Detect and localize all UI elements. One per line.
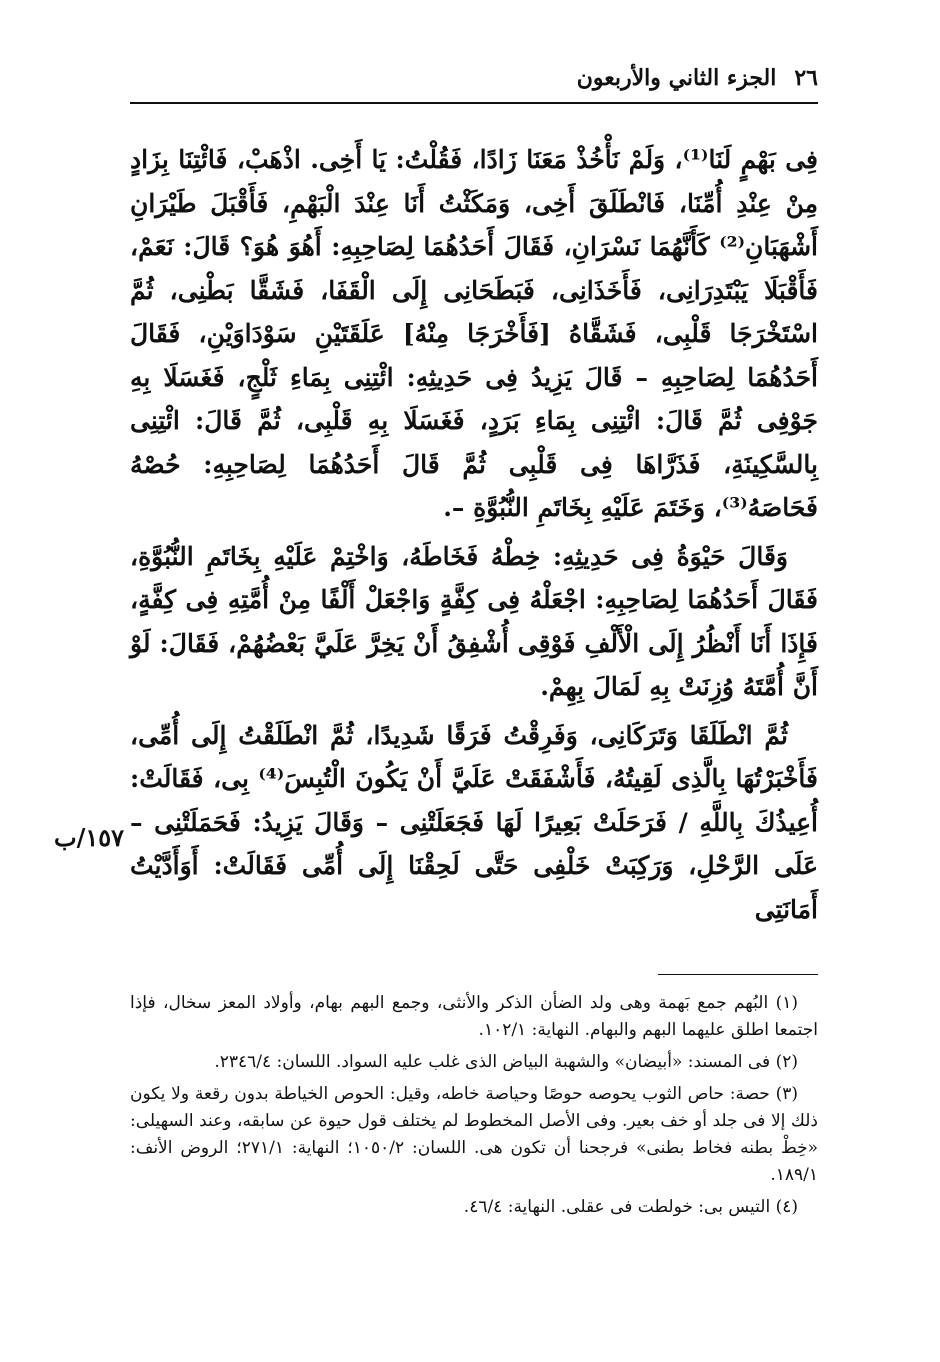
paragraph-1: فِى بَهْمٍ لَنَا⁽¹⁾، وَلَمْ نَأْخُذْ مَعَنَا زَادًا، فَقُلْتُ: يَا أَخِى. اذْهَبْ، فَائْتِنَا بِزَادٍ مِنْ عِنْدِ أُمِّنَا، فَانْطَلَقَ أَخِى، وَمَكَثْتُ أَنَا عِنْدَ الْبَهْمِ، فَأَقْبَلَ طَيْرَانِ أَشْهَبَانِ⁽²⁾ كَأَنَّهُمَا نَسْرَانِ، فَقَالَ أَحَدُهُمَا لِصَاحِبِهِ: أَهُوَ هُوَ؟ قَالَ: نَعَمْ، فَأَقْبَلَا يَبْتَدِرَانِى، فَأَخَذَانِى، فَبَطَحَانِى إِلَى الْقَفَا، فَشَقَّا بَطْنِى، ثُمَّ اسْتَخْرَجَا قَلْبِى، فَشَقَّاهُ [فَأَخْرَجَا مِنْهُ] عَلَقَتَيْنِ سَوْدَاوَيْنِ، فَقَالَ أَحَدُهُمَا لِصَاحِبِهِ – قَالَ يَزِيدُ فِى حَدِيثِهِ: ائْتِنِى بِمَاءِ ثَلْجٍ، فَغَسَلَا بِهِ جَوْفِى ثُمَّ قَالَ: ائْتِنِى بِمَاءِ بَرَدٍ، فَغَسَلَا بِهِ قَلْبِى، ثُمَّ قَالَ: ائْتِنِى بِالسَّكِينَةِ، فَذَرَّاهَا فِى قَلْبِى ثُمَّ قَالَ أَحَدُهُمَا لِصَاحِبِهِ: حُصْهُ فَحَاصَهُ⁽³⁾، وَخَتَمَ عَلَيْهِ بِخَاتَمِ النُّبُوَّةِ –. (130, 145, 819, 522)
paragraph-2: وَقَالَ حَيْوَةُ فِى حَدِيثِهِ: خِطْهُ فَخَاطَهُ، وَاخْتِمْ عَلَيْهِ بِخَاتَمِ النُّبُوَّةِ، فَقَالَ أَحَدُهُمَا لِصَاحِبِهِ: اجْعَلْهُ فِى كِفَّةٍ وَاجْعَلْ أَلْفًا مِنْ أُمَّتِهِ فِى كِفَّةٍ، فَإِذَا أَنَا أَنْظُرُ إِلَى الْأَلْفِ فَوْقِى أُشْفِقُ أَنْ يَخِرَّ عَلَيَّ بَعْضُهُمْ، فَقَالَ: لَوْ أَنَّ أُمَّتَهُ وُزِنَتْ بِهِ لَمَالَ بِهِمْ. (130, 541, 818, 701)
paragraph-3: ثُمَّ انْطَلَقَا وَتَرَكَانِى، وَفَرِقْتُ فَرَقًا شَدِيدًا، ثُمَّ انْطَلَقْتُ إِلَى أُمِّى، فَأَخْبَرْتُهَا بِالَّذِى لَقِيتُهُ، فَأَشْفَقَتْ عَلَيَّ أَنْ يَكُونَ الْتُبِسَ⁽⁴⁾ بِى، فَقَالَتْ: أُعِيذُكَ بِاللَّهِ / فَرَحَلَتْ بَعِيرًا لَهَا فَجَعَلَتْنِى – وَقَالَ يَزِيدُ: فَحَمَلَتْنِى – عَلَى الرَّحْلِ، وَرَكِبَتْ خَلْفِى حَتَّى لَحِقْنَا إِلَى أُمِّى فَقَالَتْ: أَوَأَدَّيْتُ أَمَانَتِى (130, 720, 819, 924)
footnotes (130, 990, 818, 1226)
header-rule (130, 102, 818, 104)
folio-margin-note: ١٥٧/ب (53, 823, 124, 852)
footnote-1: (١) البُهم جمع بَهمة وهى ولد الضأن الذكر والأنثى، وجمع البهم بهام، وأولاد المعز سخال، فإذا اجتمعا اطلق عليهما البهم والبهام. النهاية: ١٠٢/١. (130, 993, 818, 1040)
running-title: الجزء الثاني والأربعون (576, 65, 777, 91)
footnote-3: (٣) حصة: حاص الثوب يحوصه حوصًا وحياصة خاطه، وقيل: الحوص الخياطة بدون رقعة ولا يكون ذلك إلا فى جلد أو خف بعير. وفى الأصل المخطوط لم يختلف قول حيوة عن سابقه، وعند السهيلى: «خِطْ بطنه فخاط بطنى» فرجحنا أن تكون هى. اللسان: ١٠٥٠/٢؛ النهاية: ٢٧١/١؛ الروض الأنف: ١٨٩/١. (130, 1084, 819, 1185)
footnote-4: (٤) التيس بى: خولطت فى عقلى. النهاية: ٤٦/٤. (463, 1197, 798, 1217)
main-text (130, 138, 818, 931)
footnote-rule (658, 974, 818, 975)
page-number: ٢٦ (794, 65, 818, 91)
footnote-2: (٢) فى المسند: «أبيضان» والشهبة البياض الذى غلب عليه السواد. اللسان: ٢٣٤٦/٤. (214, 1052, 798, 1072)
page-header (130, 58, 818, 98)
